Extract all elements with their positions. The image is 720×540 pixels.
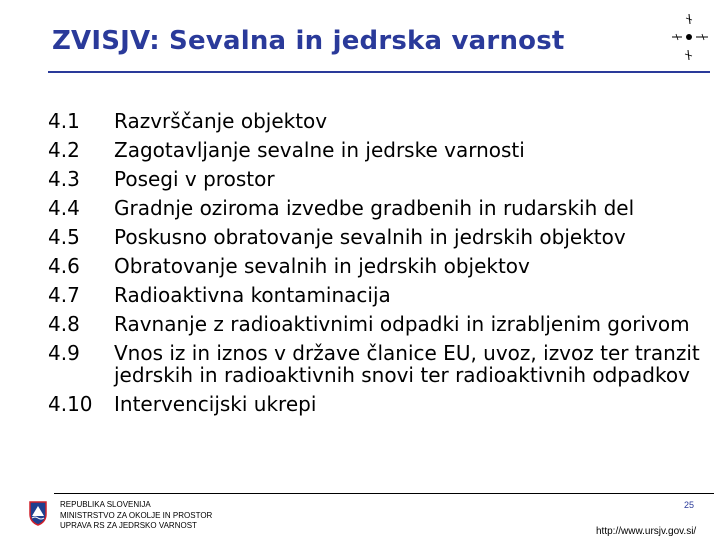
footer-organization bbox=[60, 500, 212, 532]
item-text: Intervencijski ukrepi bbox=[114, 392, 317, 416]
item-number: 4.10 bbox=[48, 392, 93, 416]
item-text: Radioaktivna kontaminacija bbox=[114, 283, 391, 307]
list-item bbox=[48, 139, 708, 161]
item-text: Zagotavljanje sevalne in jedrske varnosti bbox=[114, 138, 525, 162]
slovenia-crest-icon bbox=[28, 500, 48, 526]
footer-divider bbox=[54, 493, 714, 494]
footer-line-1: REPUBLIKA SLOVENIJA bbox=[60, 500, 151, 509]
list-item bbox=[48, 168, 708, 190]
item-number: 4.1 bbox=[48, 109, 80, 133]
footer-line-3: UPRAVA RS ZA JEDRSKO VARNOST bbox=[60, 521, 197, 530]
item-number: 4.3 bbox=[48, 167, 80, 191]
item-number: 4.6 bbox=[48, 254, 80, 278]
footer-url[interactable]: http://www.ursjv.gov.si/ bbox=[596, 526, 697, 537]
item-list bbox=[48, 110, 708, 422]
list-item bbox=[48, 226, 708, 248]
list-item bbox=[48, 393, 708, 415]
item-number: 4.4 bbox=[48, 196, 80, 220]
footer-line-2: MINISTRSTVO ZA OKOLJE IN PROSTOR bbox=[60, 510, 213, 520]
item-number: 4.2 bbox=[48, 138, 80, 162]
item-text: Poskusno obratovanje sevalnih in jedrskih objektov bbox=[114, 225, 626, 249]
page-title: ZVISJV: Sevalna in jedrska varnost bbox=[52, 26, 565, 56]
list-item bbox=[48, 197, 708, 219]
item-text: Posegi v prostor bbox=[114, 167, 275, 191]
list-item bbox=[48, 110, 708, 132]
item-text: Obratovanje sevalnih in jedrskih objektov bbox=[114, 254, 530, 278]
title-divider bbox=[48, 71, 710, 73]
item-number: 4.5 bbox=[48, 225, 80, 249]
item-number: 4.9 bbox=[48, 341, 80, 365]
list-item bbox=[48, 284, 708, 306]
item-text: Razvrščanje objektov bbox=[114, 109, 328, 133]
item-text: Gradnje oziroma izvedbe gradbenih in rudarskih del bbox=[114, 196, 635, 220]
item-number: 4.7 bbox=[48, 283, 80, 307]
item-number: 4.8 bbox=[48, 312, 80, 336]
item-text: Vnos iz in iznos v države članice EU, uvoz, izvoz ter tranzit jedrskih in radioaktivnih snovi ter radioaktivnih odpadkov bbox=[114, 341, 700, 387]
ursjv-logo-icon bbox=[668, 10, 712, 64]
item-text: Ravnanje z radioaktivnimi odpadki in izrabljenim gorivom bbox=[114, 312, 690, 336]
list-item bbox=[48, 255, 708, 277]
list-item bbox=[48, 313, 708, 335]
list-item bbox=[48, 342, 708, 386]
page-number: 25 bbox=[684, 500, 695, 510]
